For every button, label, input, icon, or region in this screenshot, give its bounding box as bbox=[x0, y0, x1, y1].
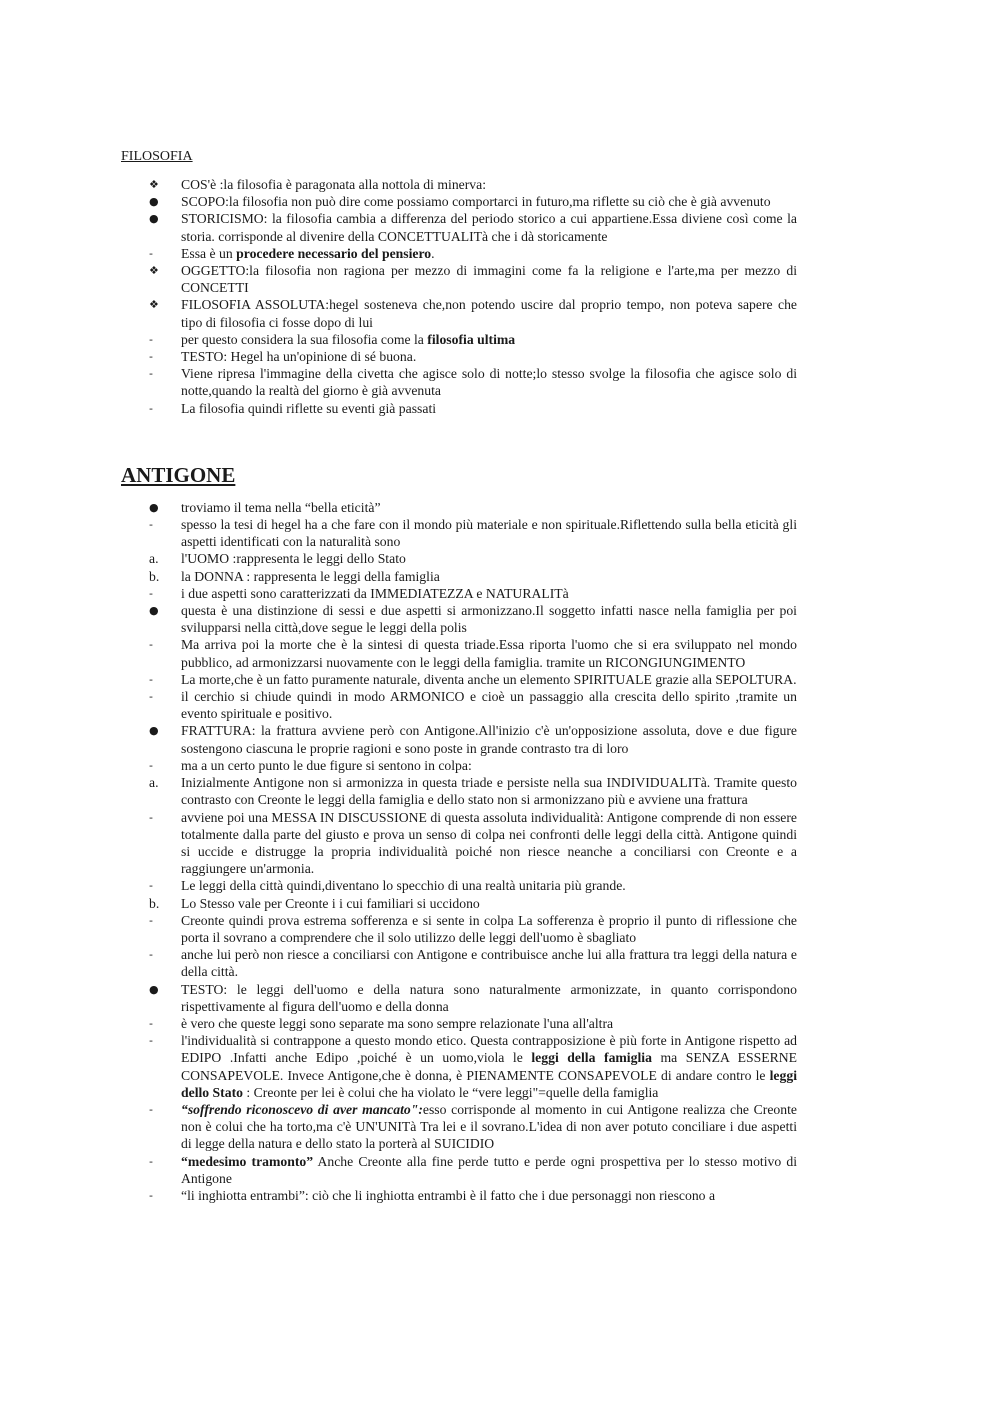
item-text: spesso la tesi di hegel ha a che fare con il mondo più materiale e non spirituale.Riflettendo sulla bella eticità gli aspetti identificati con la naturalità sono bbox=[181, 517, 797, 550]
item-text: ma SENZA ESSERNE CONSAPEVOLE. Invece Antigone,che è donna, è PIENAMENTE CONSAPEVOLE di andare contro le bbox=[181, 1050, 798, 1083]
list-marker: - bbox=[149, 672, 153, 686]
document-content bbox=[121, 148, 797, 1204]
item-text: anche lui però non riesce a conciliarsi con Antigone e contribuisce anche lui alla frattura tra leggi della natura e della città. bbox=[181, 947, 797, 980]
item-text: Creonte quindi prova estrema sofferenza e si sente in colpa La sofferenza è proprio il punto di riflessione che porta il sovrano a comprendere che il solo utilizzo delle leggi dell'uomo è sbagliato bbox=[181, 912, 797, 945]
list-item bbox=[121, 550, 797, 567]
list-item bbox=[121, 568, 797, 585]
item-text: Le leggi della città quindi,diventano lo specchio di una realtà unitaria più grande. bbox=[181, 878, 626, 894]
section-heading: FILOSOFIA bbox=[121, 149, 193, 164]
bold-text: leggi dello Stato bbox=[181, 1067, 797, 1100]
item-text: La morte,che è un fatto puramente naturale, diventa anche un elemento SPIRITUALE grazie alla SEPOLTURA. bbox=[181, 671, 797, 687]
list-marker: b. bbox=[149, 895, 160, 911]
list-item bbox=[121, 602, 797, 636]
item-text: FILOSOFIA ASSOLUTA:hegel sosteneva che,non potendo uscire dal proprio tempo, non poteva sapere che tipo di filosofia ci fosse dopo di lui bbox=[181, 297, 797, 330]
list-marker: - bbox=[149, 810, 153, 824]
item-text: Anche Creonte alla fine perde tutto e perde ogni prospettiva per lo stesso motivo di Antigone bbox=[181, 1153, 797, 1186]
list-item bbox=[121, 210, 797, 244]
list-item bbox=[121, 296, 797, 330]
item-text: Inizialmente Antigone non si armonizza in questa triade e persiste nella sua INDIVIDUALITà. Tramite questo contrasto con Creonte le leggi della famiglia e dello stato non si armonizzano più e avviene una frattura bbox=[181, 775, 797, 808]
list-marker: b. bbox=[149, 568, 160, 584]
list-marker: ● bbox=[149, 500, 159, 514]
list-item bbox=[121, 877, 797, 894]
list-marker: - bbox=[149, 690, 153, 704]
item-text: i due aspetti sono caratterizzati da IMMEDIATEZZA e NATURALITà bbox=[181, 585, 569, 601]
section-antigone bbox=[121, 461, 797, 1204]
item-text: Ma arriva poi la morte che è la sintesi di questa triade.Essa riporta l'uomo che si era sviluppato nel mondo pubblico, ad armonizzarsi nuovamente con le leggi della famiglia. tramite un RICONGIUNGIMENTO bbox=[181, 637, 797, 670]
list-item bbox=[121, 688, 797, 722]
list-marker: - bbox=[149, 1154, 153, 1168]
list-marker: ❖ bbox=[149, 298, 159, 312]
item-text: La filosofia quindi riflette su eventi già passati bbox=[181, 400, 437, 416]
bullet-list bbox=[121, 499, 797, 1204]
list-item bbox=[121, 757, 797, 774]
item-text: TESTO: le leggi dell'uomo e della natura sono naturalmente armonizzate, in quanto corrispondono rispettivamente al figura dell'uomo e della donna bbox=[181, 981, 797, 1014]
list-marker: ❖ bbox=[149, 264, 159, 278]
item-text: Lo Stesso vale per Creonte i i cui familiari si uccidono bbox=[181, 895, 480, 911]
item-text: esso corrisponde al momento in cui Antigone realizza che Creonte non è colui che ha torto,ma c'è UN'UNITà Tra lei e il sovrano.L'idea di non aver potuto conciliare i due aspetti di legge della natura e dello stato la porterà al SUICIDIO bbox=[181, 1101, 797, 1152]
bold-text bbox=[181, 1102, 423, 1117]
list-item bbox=[121, 671, 797, 688]
item-text: troviamo il tema nella “bella eticità” bbox=[181, 499, 381, 515]
list-item bbox=[121, 774, 797, 808]
list-item bbox=[121, 636, 797, 670]
list-item bbox=[121, 809, 797, 878]
item-text: . bbox=[431, 245, 435, 261]
list-item bbox=[121, 193, 797, 210]
list-marker: a. bbox=[149, 775, 159, 791]
list-item bbox=[121, 946, 797, 980]
list-item bbox=[121, 499, 797, 516]
list-marker: ● bbox=[149, 724, 159, 738]
list-marker: - bbox=[149, 1034, 153, 1048]
list-item bbox=[121, 1015, 797, 1032]
bold-text: “medesimo tramonto” bbox=[181, 1153, 314, 1169]
item-text: FRATTURA: la frattura avviene però con Antigone.All'inizio c'è un'opposizione assoluta, dove e due figure sostengono ciascuna le proprie ragioni e sono poste in grande contrasto tra di loro bbox=[181, 723, 797, 756]
list-item bbox=[121, 176, 797, 193]
list-marker: - bbox=[149, 518, 153, 532]
item-text: è vero che queste leggi sono separate ma sono sempre relazionate l'una all'altra bbox=[181, 1015, 614, 1031]
list-item bbox=[121, 400, 797, 417]
bullet-list bbox=[121, 176, 797, 417]
item-text: Essa è un bbox=[181, 245, 237, 261]
list-marker: ❖ bbox=[149, 178, 159, 191]
item-text: TESTO: Hegel ha un'opinione di sé buona. bbox=[181, 349, 417, 365]
item-text: COS'è :la filosofia è paragonata alla nottola di minerva: bbox=[181, 177, 487, 192]
list-marker: - bbox=[149, 758, 153, 772]
section-filosofia bbox=[121, 148, 797, 417]
list-marker: ● bbox=[149, 212, 159, 226]
item-text: Viene ripresa l'immagine della civetta che agisce solo di notte;lo stesso svolge la filosofia che agisce solo di notte,quando la realtà del giorno è già avvenuta bbox=[181, 366, 797, 399]
list-item bbox=[121, 895, 797, 912]
emphasis-text: “soffrendo riconoscevo di aver mancato": bbox=[181, 1101, 423, 1117]
item-text: avviene poi una MESSA IN DISCUSSIONE di questa assoluta individualità: Antigone comprende di non essere totalmente dalla parte del giusto e prova un senso di colpa nei confronti delle leggi della città. Antigone quindi si uccide e distrugge la propria individualità poiché non riesce neanche a conciliarsi con Creonte e a raggiungere un'armonia. bbox=[181, 809, 797, 877]
list-marker: a. bbox=[149, 551, 159, 567]
list-marker: - bbox=[149, 913, 153, 927]
list-marker: - bbox=[149, 586, 153, 600]
item-text: l'individualità si contrappone a questo mondo etico. Questa contrapposizione è più forte in Antigone rispetto ad EDIPO .Infatti anche Edipo ,poiché è un uomo,viola le bbox=[181, 1033, 797, 1066]
list-marker: - bbox=[149, 401, 153, 415]
bold-text: procedere necessario del pensiero bbox=[236, 245, 432, 261]
item-text: per questo considera la sua filosofia come la bbox=[181, 331, 428, 347]
item-text: STORICISMO: la filosofia cambia a differenza del periodo storico a cui appartiene.Essa diviene così come la storia. corrisponde al divenire della CONCETTUALITà che i dà storicamente bbox=[181, 211, 797, 244]
list-marker: - bbox=[149, 350, 153, 364]
list-item bbox=[121, 245, 797, 262]
list-marker: - bbox=[149, 367, 153, 381]
list-item bbox=[121, 981, 797, 1015]
item-text: l'UOMO :rappresenta le leggi dello Stato bbox=[181, 551, 406, 567]
list-item bbox=[121, 1101, 797, 1153]
section-heading: ANTIGONE bbox=[121, 462, 236, 487]
list-item bbox=[121, 348, 797, 365]
list-marker: ● bbox=[149, 195, 159, 209]
item-text: ma a un certo punto le due figure si sentono in colpa: bbox=[181, 757, 472, 773]
list-marker: - bbox=[149, 638, 153, 652]
list-marker: ● bbox=[149, 982, 159, 996]
list-marker: ● bbox=[149, 604, 159, 618]
list-item bbox=[121, 722, 797, 756]
item-text: : Creonte per lei è colui che ha violato le “vere leggi"=quelle della famiglia bbox=[242, 1084, 659, 1100]
list-marker: - bbox=[149, 948, 153, 962]
bold-text: filosofia ultima bbox=[427, 331, 516, 347]
list-marker: - bbox=[149, 332, 153, 346]
list-item bbox=[121, 1187, 797, 1204]
list-item bbox=[121, 365, 797, 399]
item-text: la DONNA : rappresenta le leggi della famiglia bbox=[181, 568, 440, 584]
list-marker: - bbox=[149, 1102, 153, 1116]
item-text: il cerchio si chiude quindi in modo ARMONICO e cioè un passaggio alla crescita dello spirito ,tramite un evento spirituale e positivo. bbox=[181, 689, 797, 722]
item-text: SCOPO:la filosofia non può dire come possiamo comportarci in futuro,ma riflette su ciò che è già avvenuto bbox=[181, 194, 771, 210]
item-text: questa è una distinzione di sessi e due aspetti si armonizzano.Il soggetto infatti nasce nella famiglia per poi svilupparsi nella città,dove segue le leggi della polis bbox=[181, 603, 797, 636]
list-item bbox=[121, 516, 797, 550]
bold-text: leggi della famiglia bbox=[531, 1050, 652, 1066]
list-item bbox=[121, 1153, 797, 1187]
list-item bbox=[121, 331, 797, 348]
list-item bbox=[121, 1032, 797, 1101]
list-marker: - bbox=[149, 1188, 153, 1202]
list-marker: - bbox=[149, 1016, 153, 1030]
list-item bbox=[121, 262, 797, 296]
list-item bbox=[121, 912, 797, 946]
list-marker: - bbox=[149, 246, 153, 260]
item-text: OGGETTO:la filosofia non ragiona per mezzo di immagini come fa la religione e l'arte,ma per mezzo di CONCETTI bbox=[181, 263, 797, 296]
item-text: “li inghiotta entrambi”: ciò che li inghiotta entrambi è il fatto che i due personaggi non riescono a bbox=[181, 1187, 716, 1203]
list-item bbox=[121, 585, 797, 602]
list-marker: - bbox=[149, 879, 153, 893]
